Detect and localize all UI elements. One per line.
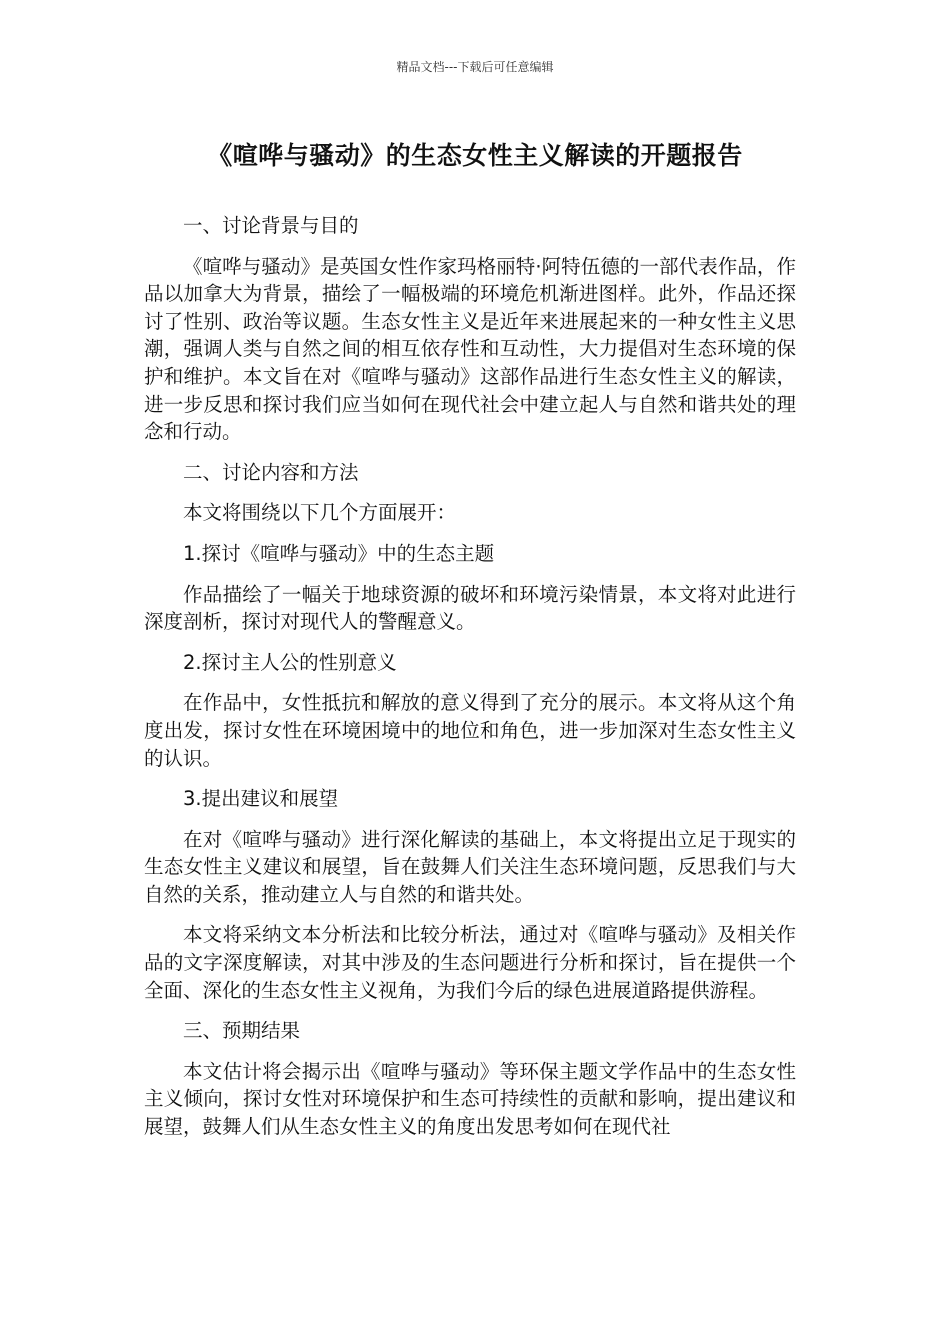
section-heading-background: 一、讨论背景与目的 — [183, 214, 359, 237]
paragraph-expected-results: 本文估计将会揭示出《喧哗与骚动》等环保主题文学作品中的生态女性主义倾向，探讨女性对环境保护和生态可持续性的贡献和影响，提出建议和展望，鼓舞人们从生态女性主义的角度出发思考如何在现代社 — [144, 1059, 796, 1139]
header-note: 精品文档---下载后可任意编辑 — [396, 60, 554, 74]
document-body — [144, 212, 796, 1154]
paragraph-ecological-theme: 作品描绘了一幅关于地球资源的破坏和环境污染情景，本文将对此进行深度剖析，探讨对现代人的警醒意义。 — [144, 582, 796, 634]
subheading-gender-meaning: 2.探讨主人公的性别意义 — [183, 650, 397, 674]
paragraph-suggestions: 在对《喧哗与骚动》进行深化解读的基础上，本文将提出立足于现实的生态女性主义建议和展望，旨在鼓舞人们关注生态环境问题，反思我们与大自然的关系，推动建立人与自然的和谐共处。 — [144, 827, 796, 906]
subheading-ecological-theme: 1.探讨《喧哗与骚动》中的生态主题 — [183, 541, 495, 565]
paragraph-background: 《喧哗与骚动》是英国女性作家玛格丽特·阿特伍德的一部代表作品，作品以加拿大为背景，描绘了一幅极端的环境危机渐进图样。此外，作品还探讨了性别、政治等议题。生态女性主义是近年来进展起来的一种女性主义思潮，强调人类与自然之间的相互依存性和互动性，大力提倡对生态环境的保护和维护。本文旨在对《喧哗与骚动》这部作品进行生态女性主义的解读，进一步反思和探讨我们应当如何在现代社会中建立起人与自然和谐共处的理念和行动。 — [144, 254, 796, 444]
paragraph-gender-meaning: 在作品中，女性抵抗和解放的意义得到了充分的展示。本文将从这个角度出发，探讨女性在环境困境中的地位和角色，进一步加深对生态女性主义的认识。 — [144, 691, 796, 770]
subheading-suggestions: 3.提出建议和展望 — [183, 787, 339, 811]
document-title: 《喧哗与骚动》的生态女性主义解读的开题报告 — [207, 141, 743, 170]
paragraph-method: 本文将采纳文本分析法和比较分析法，通过对《喧哗与骚动》及相关作品的文字深度解读，对其中涉及的生态问题进行分析和探讨，旨在提供一个全面、深化的生态女性主义视角，为我们今后的绿色进展道路提供游程。 — [144, 923, 796, 1002]
section-heading-expected-results: 三、预期结果 — [183, 1019, 301, 1043]
paragraph-intro: 本文将围绕以下几个方面展开： — [183, 501, 457, 525]
section-heading-content-method: 二、讨论内容和方法 — [183, 460, 359, 484]
